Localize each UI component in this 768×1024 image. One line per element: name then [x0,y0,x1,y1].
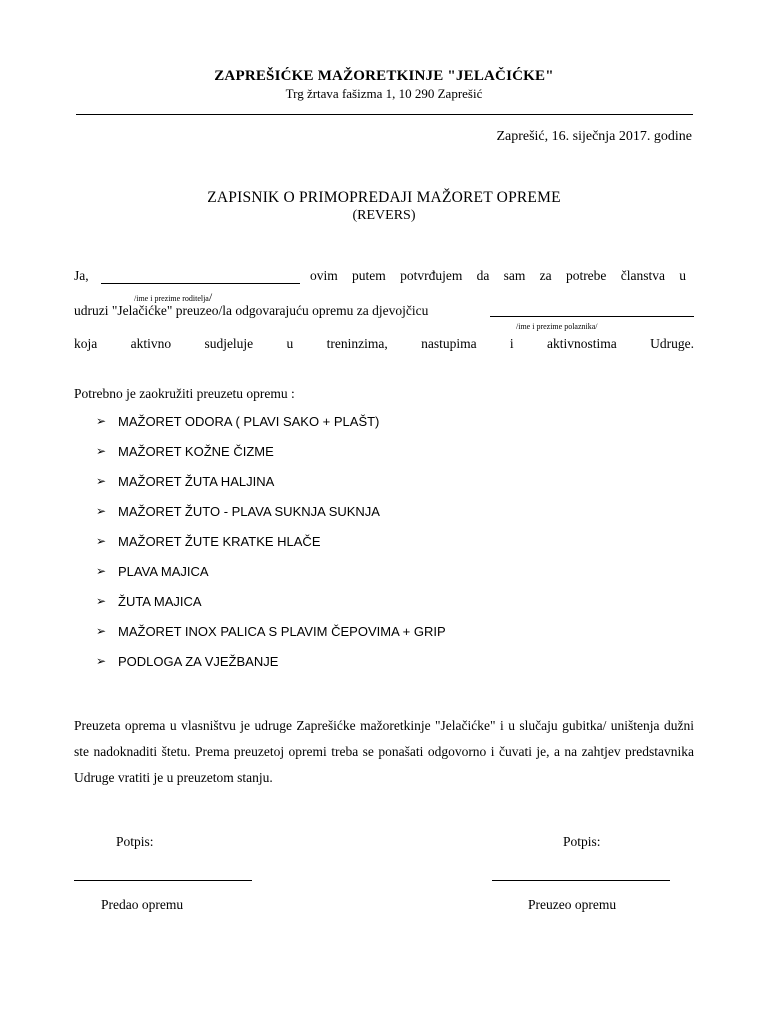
declaration-line-1-word: članstva [620,268,665,283]
student-name-field[interactable] [490,316,694,317]
left-signature-label: Potpis: [116,834,154,849]
right-signature-label: Potpis: [563,834,601,849]
right-signature-caption: Preuzeo opremu [528,897,617,912]
declaration-line-3-word: Udruge. [650,336,694,351]
right-signature-line[interactable] [492,880,670,881]
declaration-line-1 [310,268,686,284]
arrow-bullet-icon: ➢ [96,564,107,578]
arrow-bullet-icon: ➢ [96,414,107,428]
equipment-item[interactable] [96,504,446,534]
declaration-line-1-word: za [539,268,552,283]
declaration-line-1-word: potvrđujem [400,268,463,283]
left-signature-line[interactable] [74,880,252,881]
arrow-bullet-icon: ➢ [96,504,107,518]
header-divider [76,114,693,115]
declaration-line-3 [74,336,694,352]
document-subtitle: (REVERS) [352,208,416,223]
equipment-item-label: MAŽORET ODORA ( PLAVI SAKO + PLAŠT) [118,414,380,429]
equipment-item[interactable] [96,594,446,624]
equipment-item-label: MAŽORET KOŽNE ČIZME [118,444,274,459]
declaration-line-1-word: potrebe [565,268,607,283]
parent-name-field[interactable] [101,283,300,284]
declaration-line-1-word: ovim [310,268,338,283]
declaration-prefix: Ja, [74,268,89,283]
arrow-bullet-icon: ➢ [96,444,107,458]
equipment-item-label: PLAVA MAJICA [118,564,209,579]
declaration-line-2: udruzi "Jelačićke" preuzeo/la odgovarajuću opremu za djevojčicu [74,303,429,318]
organization-address: Trg žrtava fašizma 1, 10 290 Zaprešić [285,86,483,101]
declaration-line-3-word: treninzima, [326,336,388,351]
left-signature-caption: Predao opremu [101,897,184,912]
organization-name: ZAPREŠIĆKE MAŽORETKINJE "JELAČIĆKE" [214,68,554,84]
declaration-line-1-word: putem [352,268,386,283]
equipment-item[interactable] [96,414,446,444]
closing-paragraph: Preuzeta oprema u vlasništvu je udruge Zaprešićke mažoretkinje "Jelačićke" i u slučaju gubitka/ uništenja dužni ste nadoknaditi štetu. Prema preuzetoj opremi treba se ponašati odgovorno i čuvati je, a na zahtjev predstavnika Udruge vratiti je u preuzetom stanju. [74,718,694,785]
equipment-item[interactable] [96,444,446,474]
equipment-item[interactable] [96,534,446,564]
equipment-list [96,414,446,684]
arrow-bullet-icon: ➢ [96,654,107,668]
declaration-line-3-word: aktivno [130,336,172,351]
equipment-item-label: MAŽORET INOX PALICA S PLAVIM ČEPOVIMA + GRIP [118,624,446,639]
declaration-line-1-word: u [679,268,686,283]
declaration-line-3-word: i [509,336,514,351]
equipment-item-label: ŽUTA MAJICA [118,594,202,609]
equipment-item[interactable] [96,564,446,594]
arrow-bullet-icon: ➢ [96,534,107,548]
declaration-line-3-word: koja [74,336,98,351]
equipment-item-label: PODLOGA ZA VJEŽBANJE [118,654,279,669]
declaration-line-3-word: u [286,336,294,351]
arrow-bullet-icon: ➢ [96,594,107,608]
student-name-hint: /ime i prezime polaznika/ [516,322,598,331]
arrow-bullet-icon: ➢ [96,474,107,488]
equipment-item[interactable] [96,474,446,504]
declaration-line-3-word: aktivnostima [547,336,617,351]
equipment-item-label: MAŽORET ŽUTE KRATKE HLAČE [118,534,321,549]
document-title: ZAPISNIK O PRIMOPREDAJI MAŽORET OPREME [207,189,561,206]
declaration-line-1-word: sam [503,268,526,283]
equipment-item[interactable] [96,654,446,684]
arrow-bullet-icon: ➢ [96,624,107,638]
equipment-item[interactable] [96,624,446,654]
equipment-item-label: MAŽORET ŽUTA HALJINA [118,474,275,489]
document-date: Zaprešić, 16. siječnja 2017. godine [496,129,692,144]
equipment-intro: Potrebno je zaokružiti preuzetu opremu : [74,386,295,401]
equipment-item-label: MAŽORET ŽUTO - PLAVA SUKNJA SUKNJA [118,504,380,519]
parent-name-hint: /ime i prezime roditelja/ [134,290,213,304]
declaration-line-3-word: nastupima [421,336,477,351]
declaration-line-3-word: sudjeluje [204,336,254,351]
declaration-line-1-word: da [476,268,490,283]
